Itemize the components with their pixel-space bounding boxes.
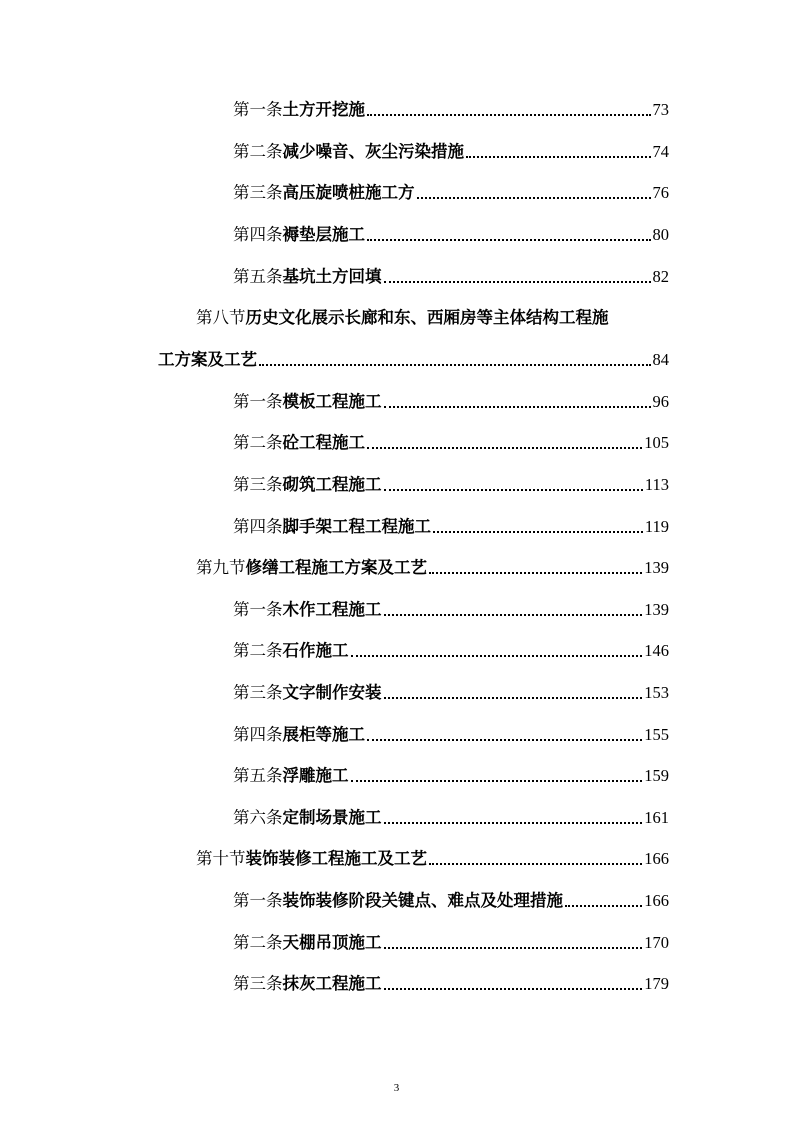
toc-entry-prefix: 第六条 (233, 808, 283, 827)
toc-entry-prefix: 第二条 (233, 933, 283, 952)
toc-entry-page: 139 (644, 558, 669, 577)
toc-entry-title: 历史文化展示长廊和东、西厢房等主体结构工程施 (245, 308, 609, 327)
toc-entry-title: 天棚吊顶施工 (282, 933, 382, 952)
toc-entry-article-stonework[interactable] (233, 635, 669, 661)
toc-entry-article-cushion-layer[interactable] (233, 219, 669, 245)
dot-leader (367, 114, 651, 116)
toc-entry-article-custom-scenes[interactable] (233, 802, 669, 828)
toc-entry-title: 工方案及工艺 (158, 350, 257, 369)
toc-entry-prefix: 第四条 (233, 225, 283, 244)
toc-entry-title: 装饰装修阶段关键点、难点及处理措施 (282, 891, 563, 910)
toc-entry-page: 161 (644, 808, 669, 827)
dot-leader (367, 447, 642, 449)
toc-entry-article-carpentry[interactable] (233, 594, 669, 620)
toc-entry-page: 113 (644, 475, 669, 494)
toc-entry-article-plastering[interactable] (233, 968, 669, 994)
toc-entry-title: 文字制作安装 (282, 683, 382, 702)
dot-leader (384, 697, 643, 699)
toc-entry-prefix: 第四条 (233, 725, 283, 744)
dot-leader (384, 406, 651, 408)
toc-entry-title: 修缮工程施工方案及工艺 (245, 558, 427, 577)
dot-leader (466, 156, 651, 158)
toc-entry-article-concrete[interactable] (233, 427, 669, 453)
toc-entry-page: 76 (652, 183, 669, 202)
dot-leader (259, 364, 651, 366)
dot-leader (384, 947, 643, 949)
toc-entry-page: 119 (644, 517, 669, 536)
toc-entry-page: 166 (644, 891, 669, 910)
toc-entry-title: 展柜等施工 (282, 725, 365, 744)
toc-entry-page: 105 (644, 433, 669, 452)
dot-leader (429, 863, 642, 865)
toc-entry-prefix: 第三条 (233, 183, 283, 202)
toc-entry-title: 抹灰工程施工 (282, 974, 382, 993)
toc-entry-prefix: 第十节 (196, 849, 246, 868)
dot-leader (384, 988, 643, 990)
toc-entry-page: 153 (644, 683, 669, 702)
toc-entry-page: 74 (652, 142, 669, 161)
toc-entry-article-earthwork-excavation[interactable] (233, 94, 669, 120)
dot-leader (384, 489, 643, 491)
toc-entry-prefix: 第一条 (233, 392, 283, 411)
toc-entry-article-jet-grouting-pile[interactable] (233, 177, 669, 203)
toc-entry-article-formwork[interactable] (233, 386, 669, 412)
toc-entry-page: 159 (644, 766, 669, 785)
toc-entry-prefix: 第五条 (233, 267, 283, 286)
dot-leader (367, 239, 651, 241)
toc-entry-title: 木作工程施工 (282, 600, 382, 619)
toc-entry-article-relief[interactable] (233, 760, 669, 786)
toc-entry-page: 139 (644, 600, 669, 619)
toc-entry-page: 146 (644, 641, 669, 660)
toc-entry-page: 82 (652, 267, 669, 286)
toc-entry-prefix: 第八节 (196, 308, 246, 327)
dot-leader (433, 531, 643, 533)
toc-entry-title: 减少噪音、灰尘污染措施 (282, 142, 464, 161)
toc-entry-prefix: 第三条 (233, 475, 283, 494)
toc-entry-prefix: 第一条 (233, 891, 283, 910)
toc-entry-prefix: 第一条 (233, 600, 283, 619)
dot-leader (417, 197, 651, 199)
toc-entry-title: 脚手架工程工程施工 (282, 517, 431, 536)
dot-leader (351, 655, 643, 657)
toc-entry-title: 装饰装修工程施工及工艺 (245, 849, 427, 868)
dot-leader (384, 281, 651, 283)
toc-entry-prefix: 第三条 (233, 683, 283, 702)
toc-entry-prefix: 第二条 (233, 433, 283, 452)
dot-leader (367, 739, 642, 741)
dot-leader (429, 572, 642, 574)
toc-entry-page: 96 (652, 392, 669, 411)
toc-entry-prefix: 第四条 (233, 517, 283, 536)
toc-entry-page: 84 (652, 350, 669, 369)
toc-entry-prefix: 第一条 (233, 100, 283, 119)
toc-entry-title: 定制场景施工 (282, 808, 382, 827)
toc-entry-article-display-cabinets[interactable] (233, 719, 669, 745)
toc-entry-page: 155 (644, 725, 669, 744)
toc-entry-article-pit-backfill[interactable] (233, 261, 669, 287)
dot-leader (351, 780, 643, 782)
toc-entry-section-8-line1[interactable] (196, 302, 669, 328)
toc-entry-title: 基坑土方回填 (282, 267, 382, 286)
toc-entry-title: 浮雕施工 (282, 766, 349, 785)
toc-entry-article-masonry[interactable] (233, 469, 669, 495)
dot-leader (565, 905, 642, 907)
toc-entry-prefix: 第二条 (233, 142, 283, 161)
toc-entry-page: 80 (652, 225, 669, 244)
toc-entry-prefix: 第九节 (196, 558, 246, 577)
toc-entry-article-decoration-key-points[interactable] (233, 885, 669, 911)
toc-entry-title: 褥垫层施工 (282, 225, 365, 244)
toc-entry-article-noise-dust-measures[interactable] (233, 136, 669, 162)
toc-entry-title: 模板工程施工 (282, 392, 382, 411)
toc-entry-section-8-line2[interactable] (158, 344, 669, 370)
toc-entry-article-lettering[interactable] (233, 677, 669, 703)
toc-entry-prefix: 第三条 (233, 974, 283, 993)
toc-entry-title: 砼工程施工 (282, 433, 365, 452)
toc-entry-page: 73 (652, 100, 669, 119)
dot-leader (384, 614, 643, 616)
toc-entry-article-suspended-ceiling[interactable] (233, 927, 669, 953)
toc-entry-section-9[interactable] (196, 552, 669, 578)
toc-entry-title: 石作施工 (282, 641, 349, 660)
toc-entry-page: 166 (644, 849, 669, 868)
toc-entry-prefix: 第二条 (233, 641, 283, 660)
toc-entry-title: 高压旋喷桩施工方 (282, 183, 415, 202)
toc-entry-title: 土方开挖施 (282, 100, 365, 119)
toc-entry-page: 170 (644, 933, 669, 952)
dot-leader (384, 822, 643, 824)
toc-entry-prefix: 第五条 (233, 766, 283, 785)
page-number: 3 (393, 1082, 400, 1094)
toc-entry-article-scaffolding[interactable] (233, 511, 669, 537)
toc-entry-page: 179 (644, 974, 669, 993)
toc-entry-title: 砌筑工程施工 (282, 475, 382, 494)
toc-entry-section-10[interactable] (196, 843, 669, 869)
